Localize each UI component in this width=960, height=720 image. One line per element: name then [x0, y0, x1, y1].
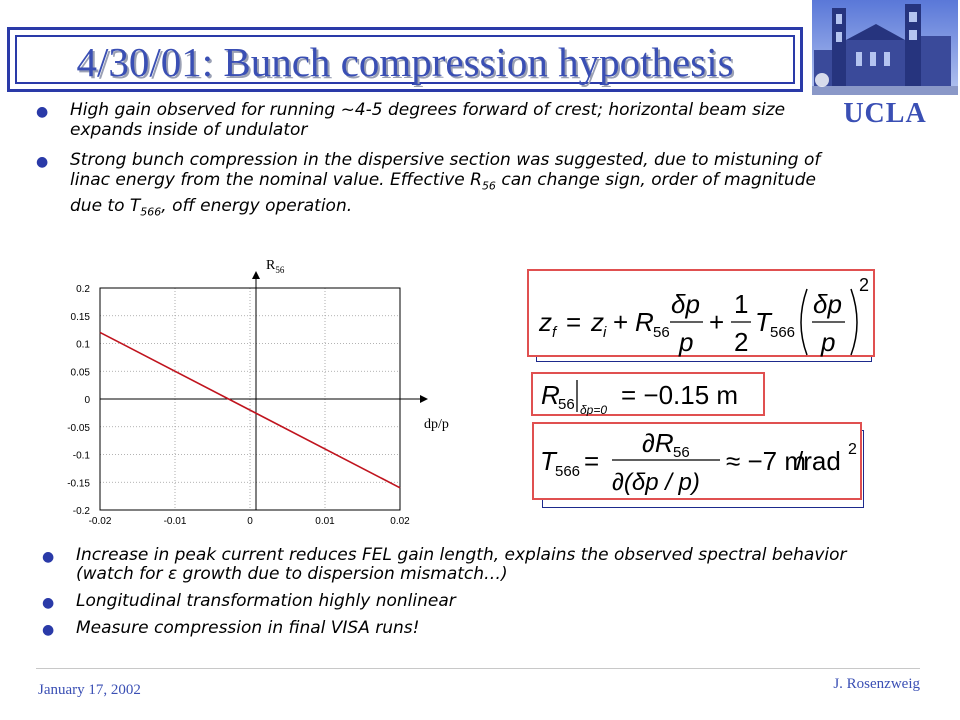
footer-divider	[36, 668, 920, 669]
svg-text:≈ −7 m: ≈ −7 m	[726, 446, 807, 476]
bottom-bullet-list	[42, 546, 902, 646]
x-tick-label: 0	[247, 516, 253, 527]
svg-text:p: p	[679, 327, 694, 357]
svg-text:δp: δp	[671, 289, 700, 319]
bullet-high-gain	[36, 100, 826, 140]
svg-text:δp=0: δp=0	[580, 403, 608, 416]
svg-text:∂R: ∂R	[642, 428, 674, 458]
y-tick-label: 0.1	[76, 339, 90, 351]
svg-text:T: T	[755, 307, 771, 337]
svg-text:56: 56	[673, 444, 690, 461]
svg-text:56: 56	[558, 396, 575, 413]
y-tick-label: -0.1	[72, 450, 90, 462]
bullet-bunch-compression	[36, 150, 826, 223]
svg-text:566: 566	[555, 463, 581, 480]
bullet-dot-icon: ●	[36, 104, 49, 120]
y-axis-label: $R_{56}$	[266, 258, 285, 275]
bullet-measure	[42, 619, 902, 638]
bullet-text: Measure compression in final VISA runs!	[76, 618, 420, 638]
x-tick-label: 0.01	[315, 516, 335, 527]
svg-text:z: z	[539, 307, 552, 337]
title-frame	[7, 27, 803, 92]
equation-box-t566	[532, 422, 862, 500]
x-tick-label: -0.01	[163, 516, 187, 527]
subscript: 566	[140, 205, 162, 219]
svg-text:∂(δp / p): ∂(δp / p)	[612, 469, 700, 496]
slide-title: 4/30/01: Bunch compression hypothesis	[76, 39, 734, 85]
r56-series-line	[100, 332, 400, 487]
top-bullet-list	[36, 100, 826, 233]
bullet-nonlinear	[42, 592, 902, 611]
equation-t566	[534, 424, 862, 500]
svg-text:δp: δp	[813, 289, 842, 319]
bullet-text: can change sign, order of magnitude due to T	[70, 170, 816, 217]
bullet-text: High gain observed for running ~4-5 degrees forward of crest; horizontal beam size expands inside of undulator	[70, 100, 786, 140]
svg-text:=: =	[566, 307, 582, 337]
r56-vs-dpp-chart	[40, 255, 480, 535]
y-tick-label: 0.15	[70, 311, 90, 323]
bullet-dot-icon: ●	[42, 549, 55, 565]
bullet-dot-icon: ●	[42, 622, 55, 638]
bullet-text: Increase in peak current reduces FEL gain length, explains the observed spectral behavior (watch for	[76, 545, 847, 584]
svg-text:R: R	[635, 307, 654, 337]
logo-text: UCLA	[843, 98, 927, 129]
svg-text:f: f	[552, 324, 557, 341]
svg-text:+: +	[709, 307, 725, 337]
x-tick-label: -0.02	[88, 516, 112, 527]
y-tick-label: 0.05	[70, 367, 90, 379]
svg-text:2: 2	[848, 441, 857, 458]
svg-text:56: 56	[653, 324, 670, 341]
svg-text:2: 2	[734, 327, 749, 357]
svg-text:R: R	[541, 380, 560, 410]
equation-r56	[533, 374, 765, 416]
svg-text:2: 2	[859, 275, 870, 295]
svg-text:p: p	[821, 327, 836, 357]
epsilon-symbol: ε	[167, 564, 178, 584]
svg-text:+: +	[613, 307, 629, 337]
bullet-text: growth due to dispersion mismatch…)	[177, 564, 508, 584]
svg-text:=: =	[584, 446, 600, 476]
y-tick-label: 0	[84, 395, 90, 406]
chart-ticks	[67, 284, 410, 527]
y-tick-label: -0.15	[67, 478, 90, 490]
svg-text:/rad: /rad	[796, 446, 841, 476]
y-tick-label: -0.2	[72, 506, 90, 517]
equation-box-zf	[527, 269, 875, 357]
bullet-peak-current	[42, 546, 902, 584]
ucla-campus-logo	[810, 0, 960, 130]
svg-text:z: z	[591, 307, 604, 337]
footer-date: January 17, 2002	[38, 682, 141, 698]
bullet-text: , off energy operation.	[161, 196, 353, 217]
equation-box-r56	[531, 372, 765, 416]
svg-text:T: T	[540, 446, 556, 476]
bullet-dot-icon: ●	[36, 154, 49, 170]
footer-author: J. Rosenzweig	[833, 676, 920, 692]
bullet-dot-icon: ●	[42, 595, 55, 611]
y-tick-label: -0.05	[67, 422, 90, 434]
svg-text:i: i	[603, 324, 607, 341]
y-tick-label: 0.2	[76, 284, 90, 295]
bullet-text: Longitudinal transformation highly nonlinear	[76, 591, 456, 611]
x-axis-label: dp/p	[424, 417, 449, 432]
y-axis-arrow-icon	[252, 271, 260, 279]
x-tick-label: 0.02	[390, 516, 410, 527]
svg-text:= −0.15 m: = −0.15 m	[621, 380, 739, 410]
subscript: 56	[481, 179, 496, 193]
bullet-text: Strong bunch compression in the dispersive section was suggested, due to mistuning of linac energy from the nominal value. Effective R	[70, 150, 821, 190]
equation-zf	[529, 271, 875, 357]
svg-text:566: 566	[770, 324, 796, 341]
x-axis-arrow-icon	[420, 395, 428, 403]
svg-text:1: 1	[734, 289, 749, 319]
